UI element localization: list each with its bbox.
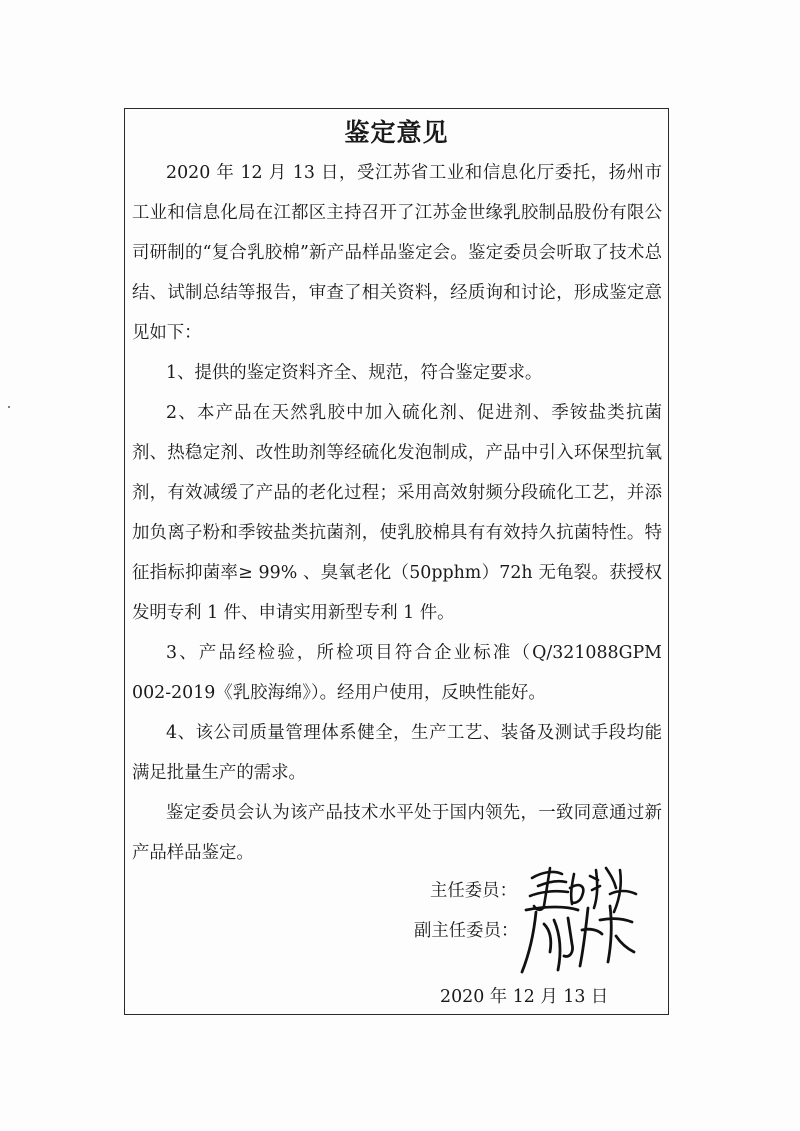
chair-label: 主任委员： <box>430 881 517 901</box>
vice-chair-signature-icon <box>516 900 646 980</box>
document-title: 鉴定意见 <box>344 118 449 147</box>
signature-block <box>124 860 669 1010</box>
paragraph-item-2: 2、本产品在天然乳胶中加入硫化剂、促进剂、季铵盐类抗菌剂、热稳定剂、改性助剂等经硫化发泡制成，产品中引入环保型抗氧剂，有效减缓了产品的老化过程；采用高效射频分段硫化工艺，并添加负离子粉和季铵盐类抗菌剂，使乳胶棉具有有效持久抗菌特性。特征指标抑菌率≥ 99% 、臭氧老化（50pphm）72h 无龟裂。获授权发明专利 1 件、申请实用新型专利 1 件。 <box>132 403 662 623</box>
paragraph-item-1: 1、提供的鉴定资料齐全、规范，符合鉴定要求。 <box>166 363 543 383</box>
scan-speck <box>8 406 10 408</box>
vice-chair-label: 副主任委员： <box>414 921 519 941</box>
paragraph-item-4: 4、该公司质量管理体系健全，生产工艺、装备及测试手段均能满足批量生产的需求。 <box>132 723 662 783</box>
paragraph-item-3: 3、产品经检验，所检项目符合企业标准（Q/321088GPM 002-2019《乳胶海绵》）。经用户使用，反映性能好。 <box>132 643 662 703</box>
paragraph-conclusion: 鉴定委员会认为该产品技术水平处于国内领先，一致同意通过新产品样品鉴定。 <box>132 803 662 863</box>
document-body <box>132 153 662 873</box>
paragraph-intro: 2020 年 12 月 13 日，受江苏省工业和信息化厅委托，扬州市工业和信息化局在江都区主持召开了江苏金世缘乳胶制品股份有限公司研制的“复合乳胶棉”新产品样品鉴定会。鉴定委员会听取了技术总结、试制总结等报告，审查了相关资料，经质询和讨论，形成鉴定意见如下： <box>132 163 662 343</box>
signature-date: 2020 年 12 月 13 日 <box>440 987 609 1007</box>
